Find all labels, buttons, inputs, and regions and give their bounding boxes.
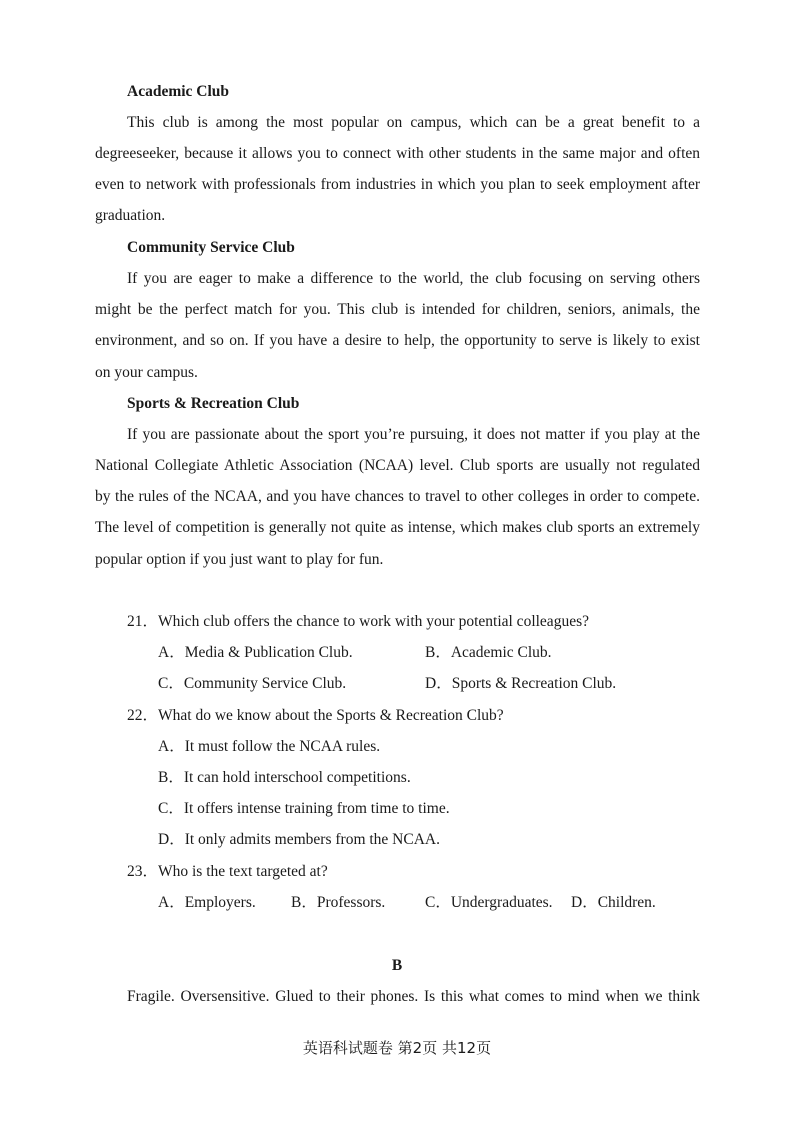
question-22-option-c: C．It offers intense training from time to time. [158, 800, 450, 817]
paragraph-line: might be the perfect match for you. This club is intended for children, seniors, animals, the [95, 301, 700, 318]
heading-sports-recreation-club: Sports & Recreation Club [127, 395, 300, 412]
question-22-option-a: A．It must follow the NCAA rules. [158, 738, 381, 755]
paragraph-line: popular option if you just want to play for fun. [95, 551, 384, 568]
paragraph-line: environment, and so on. If you have a desire to help, the opportunity to serve is likely to exist [95, 332, 700, 349]
question-21-stem: 21．Which club offers the chance to work with your potential colleagues? [127, 613, 589, 630]
question-21-option-a: A．Media & Publication Club. [158, 644, 353, 661]
paragraph-line: by the rules of the NCAA, and you have chances to travel to other colleges in order to compete. [95, 488, 700, 505]
question-23-stem: 23．Who is the text targeted at? [127, 863, 328, 880]
question-21-option-c: C．Community Service Club. [158, 675, 347, 692]
question-22-option-b: B．It can hold interschool competitions. [158, 769, 411, 786]
question-22-stem: 22．What do we know about the Sports & Recreation Club? [127, 707, 504, 724]
question-23-option-c: C．Undergraduates. [425, 894, 553, 911]
paragraph-line: If you are eager to make a difference to the world, the club focusing on serving others [127, 270, 700, 287]
question-21-option-d: D．Sports & Recreation Club. [425, 675, 617, 692]
paragraph-line: graduation. [95, 207, 166, 224]
page-footer: 英语科试题卷 第2页 共12页 [302, 1039, 492, 1057]
question-21-option-b: B．Academic Club. [425, 644, 552, 661]
paragraph-line: Fragile. Oversensitive. Glued to their phones. Is this what comes to mind when we think [127, 988, 700, 1005]
paragraph-line: on your campus. [95, 364, 198, 381]
paragraph-line: degreeseeker, because it allows you to connect with other students in the same major and often [95, 145, 700, 162]
section-b-heading: B [391, 957, 403, 974]
paragraph-line: This club is among the most popular on campus, which can be a great benefit to a [127, 114, 700, 131]
heading-community-service-club: Community Service Club [127, 239, 295, 256]
paragraph-line: The level of competition is generally not quite as intense, which makes club sports an extremely [95, 519, 700, 536]
question-23-option-b: B．Professors. [291, 894, 386, 911]
question-23-option-a: A．Employers. [158, 894, 256, 911]
question-23-option-d: D．Children. [571, 894, 656, 911]
heading-academic-club: Academic Club [127, 83, 230, 100]
paragraph-line: even to network with professionals from industries in which you plan to seek employment after [95, 176, 700, 193]
paragraph-line: If you are passionate about the sport you’re pursuing, it does not matter if you play at the [127, 426, 700, 443]
paragraph-line: National Collegiate Athletic Association (NCAA) level. Club sports are usually not regulated [95, 457, 700, 474]
question-22-option-d: D．It only admits members from the NCAA. [158, 831, 440, 848]
